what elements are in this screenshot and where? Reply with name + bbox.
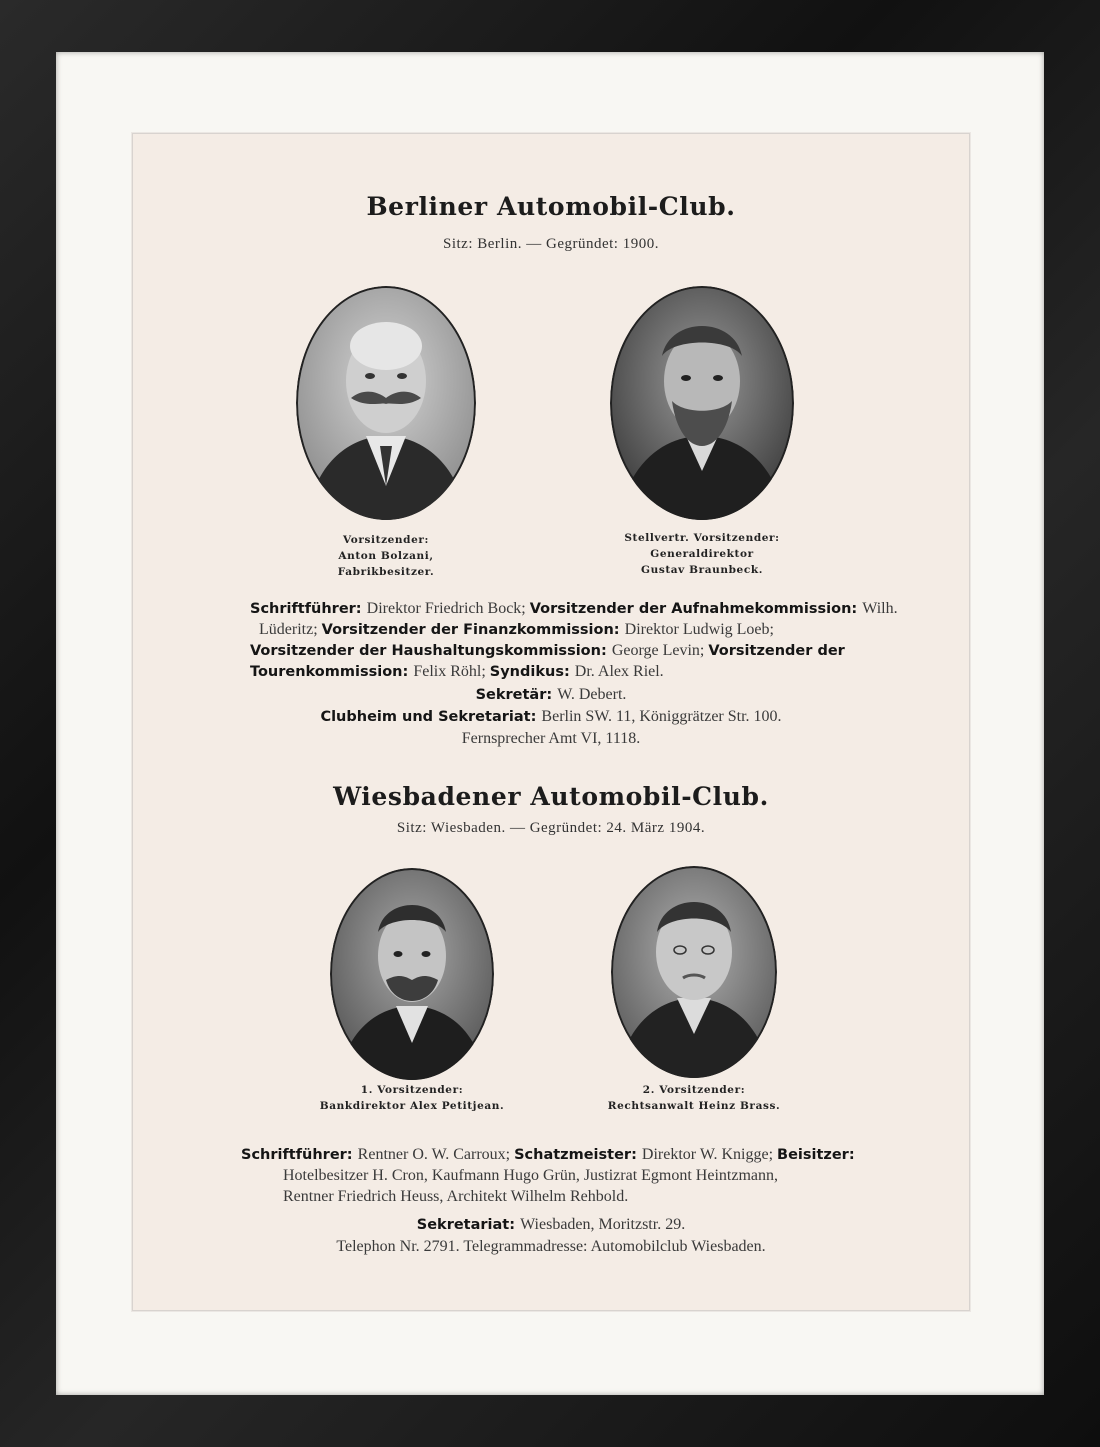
officer-role: Beisitzer: xyxy=(777,1147,855,1163)
officer-line xyxy=(250,640,845,662)
portrait-image xyxy=(610,286,794,520)
portrait-image xyxy=(611,866,777,1078)
officer-name: Telephon Nr. 2791. Telegrammadresse: Automobilclub Wiesbaden. xyxy=(336,1238,766,1255)
officer-line xyxy=(241,1144,855,1166)
portrait-photo xyxy=(296,286,476,520)
officer-line xyxy=(133,706,969,728)
officer-name: Lüderitz; xyxy=(259,621,322,638)
officer-name: Direktor W. Knigge; xyxy=(641,1146,778,1163)
officer-name: Berlin SW. 11, Königgrätzer Str. 100. xyxy=(541,708,782,725)
officer-name: George Levin; xyxy=(611,642,709,659)
officer-name: Rentner O. W. Carroux; xyxy=(357,1146,515,1163)
portrait-caption xyxy=(582,530,822,578)
officer-line xyxy=(283,1165,778,1186)
officer-role: Schriftführer: xyxy=(241,1147,358,1163)
caption-line: Vorsitzender: xyxy=(343,534,429,546)
officer-name: Wilh. xyxy=(862,600,898,617)
officer-line xyxy=(250,661,664,683)
officer-line xyxy=(259,619,774,641)
caption-line: 1. Vorsitzender: xyxy=(360,1084,464,1096)
officer-name: Fernsprecher Amt VI, 1118. xyxy=(461,730,641,747)
officer-line xyxy=(133,1214,969,1236)
officer-role: Syndikus: xyxy=(489,664,575,680)
portrait-caption xyxy=(292,1082,532,1114)
club2-subtitle: Sitz: Wiesbaden. — Gegründet: 24. März 1904. xyxy=(396,820,706,836)
officer-role: Schriftführer: xyxy=(250,601,367,617)
portrait-photo xyxy=(611,866,777,1078)
officer-line xyxy=(133,1236,969,1257)
portrait-photo xyxy=(610,286,794,520)
portrait-caption xyxy=(574,1082,814,1114)
club1-subtitle: Sitz: Berlin. — Gegründet: 1900. xyxy=(443,236,659,252)
officer-role: Clubheim und Sekretariat: xyxy=(320,709,542,725)
caption-line: Fabrikbesitzer. xyxy=(337,566,435,578)
officer-role: Vorsitzender der Finanzkommission: xyxy=(321,622,625,638)
portrait-caption xyxy=(276,532,496,580)
officer-name: Dr. Alex Riel. xyxy=(574,663,664,680)
caption-line: Bankdirektor Alex Petitjean. xyxy=(319,1100,505,1112)
officer-role: Sekretariat: xyxy=(416,1217,521,1233)
officer-line xyxy=(133,728,969,749)
club1-title: Berliner Automobil-Club. xyxy=(366,192,736,221)
caption-line: 2. Vorsitzender: xyxy=(642,1084,746,1096)
document-page xyxy=(132,133,970,1311)
officer-role: Vorsitzender der xyxy=(708,643,845,659)
officer-role: Tourenkommission: xyxy=(250,664,414,680)
caption-line: Rechtsanwalt Heinz Brass. xyxy=(607,1100,781,1112)
officer-line xyxy=(283,1186,628,1207)
officer-name: Felix Röhl; xyxy=(413,663,490,680)
officer-name: W. Debert. xyxy=(557,686,627,703)
officer-line xyxy=(133,684,969,706)
officer-name: Wiesbaden, Moritzstr. 29. xyxy=(520,1216,686,1233)
officer-line xyxy=(250,598,898,620)
officer-name: Direktor Friedrich Bock; xyxy=(366,600,530,617)
officer-role: Vorsitzender der Haushaltungskommission: xyxy=(250,643,612,659)
officer-role: Schatzmeister: xyxy=(514,1147,642,1163)
portrait-image xyxy=(296,286,476,520)
caption-line: Anton Bolzani, xyxy=(338,550,434,562)
portrait-photo xyxy=(330,868,494,1080)
officer-role: Vorsitzender der Aufnahmekommission: xyxy=(529,601,863,617)
caption-line: Stellvertr. Vorsitzender: xyxy=(624,532,780,544)
portrait-image xyxy=(330,868,494,1080)
caption-line: Gustav Braunbeck. xyxy=(641,564,763,576)
officer-name: Direktor Ludwig Loeb; xyxy=(624,621,774,638)
officer-name: Rentner Friedrich Heuss, Architekt Wilhelm Rehbold. xyxy=(283,1188,629,1205)
officer-name: Hotelbesitzer H. Cron, Kaufmann Hugo Grün, Justizrat Egmont Heintzmann, xyxy=(283,1167,778,1184)
caption-line: Generaldirektor xyxy=(650,548,754,560)
club2-title: Wiesbadener Automobil-Club. xyxy=(333,782,769,811)
officer-role: Sekretär: xyxy=(475,687,558,703)
